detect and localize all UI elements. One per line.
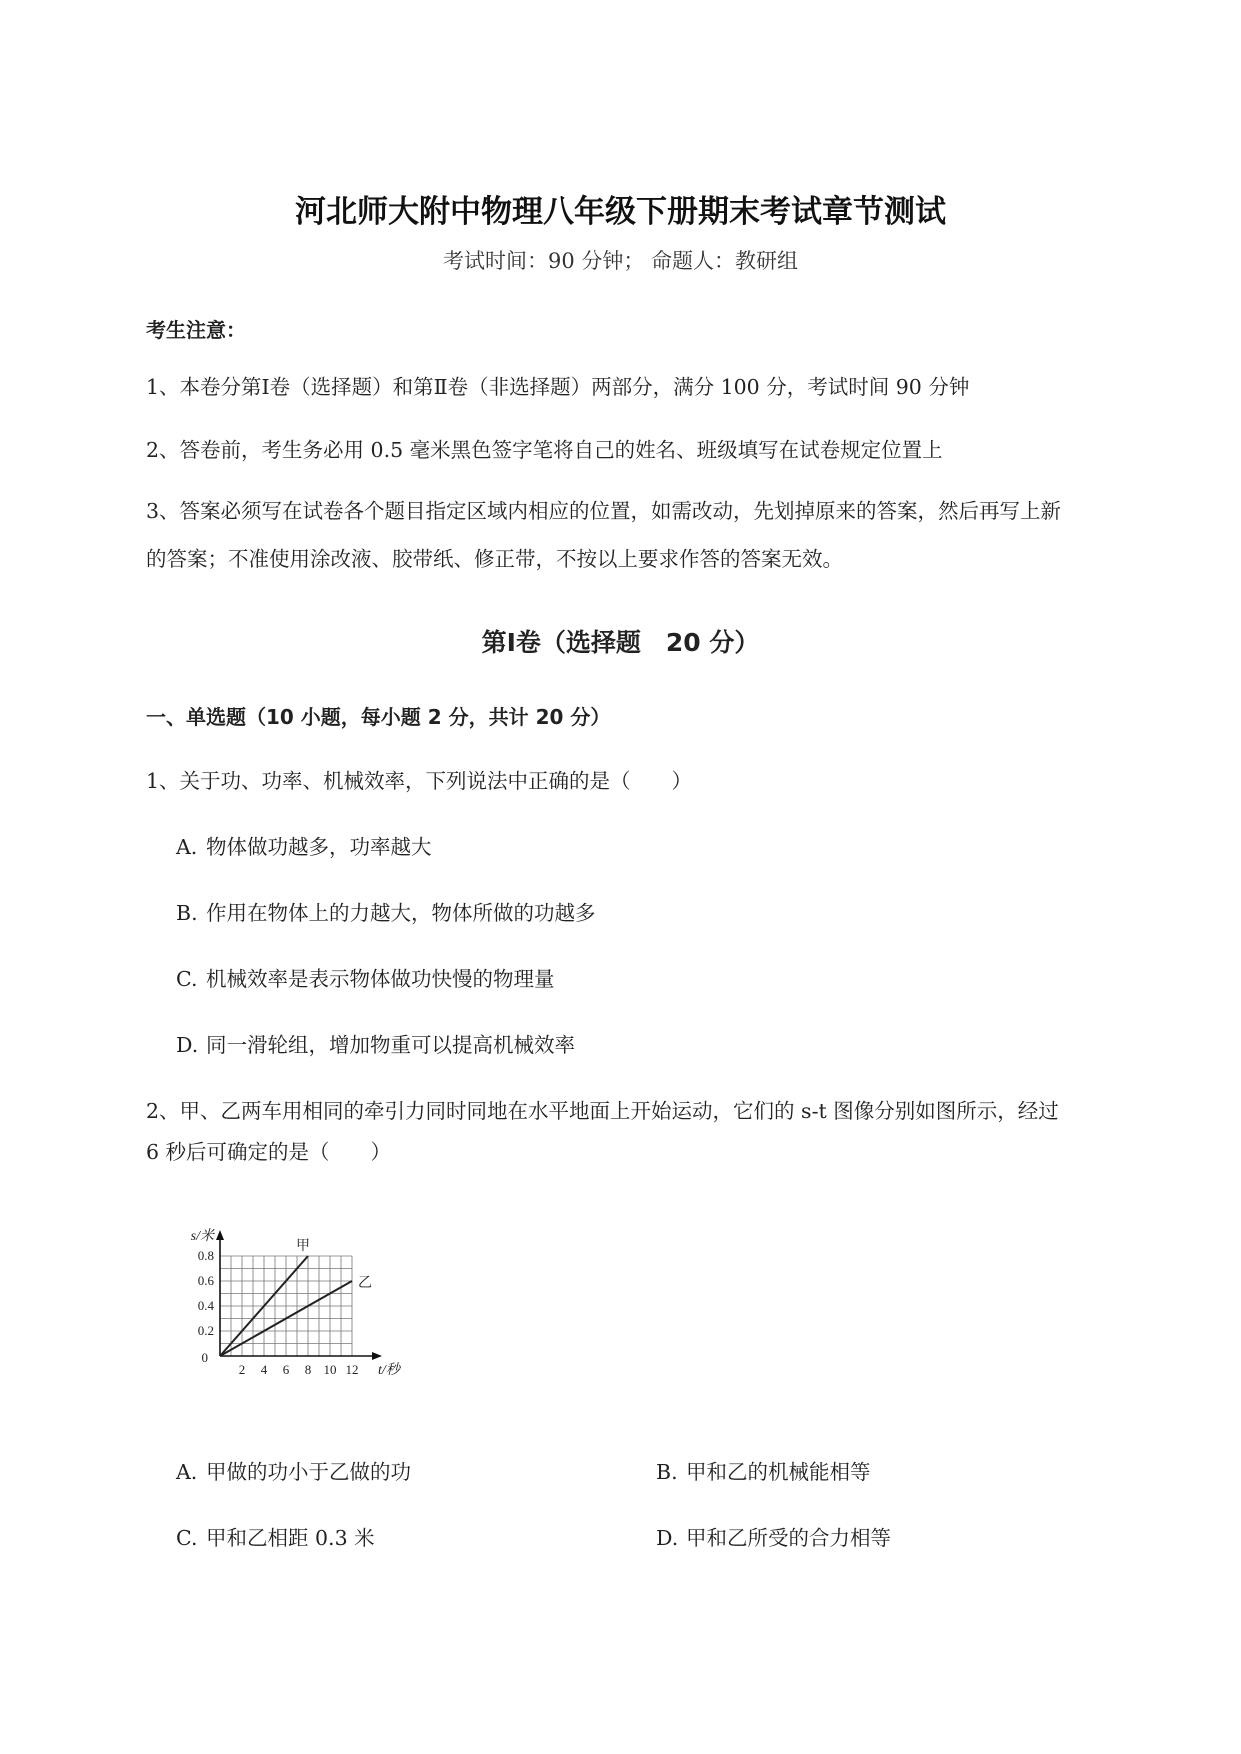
x-axis-label: t/秒	[378, 1363, 400, 1378]
option-letter: C.	[176, 1526, 198, 1550]
chart-grid	[220, 1256, 352, 1356]
x-tick-label: 8	[304, 1362, 312, 1377]
section-title: 第Ⅰ卷（选择题 20 分）	[481, 628, 760, 657]
option-letter: A.	[176, 835, 198, 859]
y-tick-label: 0.6	[197, 1273, 214, 1288]
y-tick-label: 0.2	[197, 1323, 214, 1338]
question-1-option-d[interactable]	[176, 1028, 575, 1058]
y-tick-label: 0.8	[197, 1248, 214, 1263]
question-2-stem-line-1: 2、甲、乙两车用相同的牵引力同时同地在水平地面上开始运动，它们的 s-t 图像分别如图所示，经过	[146, 1099, 1059, 1123]
y-tick-label: 0.4	[197, 1298, 214, 1313]
question-1-option-a[interactable]	[176, 830, 432, 860]
option-text: 甲做的功小于乙做的功	[206, 1460, 411, 1484]
option-text: 作用在物体上的力越大，物体所做的功越多	[206, 901, 596, 925]
option-text: 甲和乙相距 0.3 米	[206, 1526, 375, 1550]
part-heading: 一、单选题（10 小题，每小题 2 分，共计 20 分）	[146, 705, 611, 729]
x-tick-label: 6	[282, 1362, 290, 1377]
origin-label: 0	[201, 1350, 208, 1365]
question-2-option-b[interactable]	[656, 1455, 871, 1485]
option-letter: A.	[176, 1460, 198, 1484]
exam-subtitle: 考试时间：90 分钟； 命题人：教研组	[442, 249, 799, 273]
x-tick-label: 4	[260, 1362, 268, 1377]
notice-heading: 考生注意：	[146, 318, 246, 342]
notice-item-3-cont: 的答案；不准使用涂改液、胶带纸、修正带，不按以上要求作答的答案无效。	[146, 547, 843, 571]
option-text: 同一滑轮组，增加物重可以提高机械效率	[206, 1033, 575, 1057]
exam-title: 河北师大附中物理八年级下册期末考试章节测试	[295, 194, 946, 230]
option-letter: B.	[176, 901, 198, 925]
option-text: 甲和乙的机械能相等	[686, 1460, 871, 1484]
notice-item-3: 3、答案必须写在试卷各个题目指定区域内相应的位置，如需改动，先划掉原来的答案，然后再写上新	[146, 499, 1062, 523]
notice-item-1: 1、本卷分第Ⅰ卷（选择题）和第Ⅱ卷（非选择题）两部分，满分 100 分，考试时间 90 分钟	[146, 375, 970, 399]
option-text: 甲和乙所受的合力相等	[686, 1526, 891, 1550]
option-letter: B.	[656, 1460, 678, 1484]
option-letter: C.	[176, 967, 198, 991]
question-2-stem-line-2: 6 秒后可确定的是（ ）	[146, 1140, 392, 1164]
notice-item-2: 2、答卷前，考生务必用 0.5 毫米黑色签字笔将自己的姓名、班级填写在试卷规定位置上	[146, 438, 943, 462]
series-label-2: 乙	[358, 1276, 372, 1291]
question-1-option-c[interactable]	[176, 962, 555, 992]
series-label-1: 甲	[296, 1239, 310, 1254]
y-axis-arrow	[216, 1230, 224, 1240]
question-2-option-c[interactable]	[176, 1521, 375, 1551]
option-text: 物体做功越多，功率越大	[206, 835, 432, 859]
y-axis-label: s/米	[190, 1229, 214, 1244]
question-1-option-b[interactable]	[176, 896, 596, 926]
st-graph	[176, 1210, 426, 1390]
option-letter: D.	[656, 1526, 679, 1550]
option-text: 机械效率是表示物体做功快慢的物理量	[206, 967, 555, 991]
option-letter: D.	[176, 1033, 199, 1057]
x-tick-label: 12	[345, 1362, 359, 1377]
x-tick-label: 2	[238, 1362, 246, 1377]
question-1-stem: 1、关于功、功率、机械效率，下列说法中正确的是（ ）	[146, 769, 693, 793]
question-2-option-d[interactable]	[656, 1521, 891, 1551]
x-axis-arrow	[372, 1352, 382, 1360]
question-2-option-a[interactable]	[176, 1455, 411, 1485]
x-tick-label: 10	[323, 1362, 337, 1377]
